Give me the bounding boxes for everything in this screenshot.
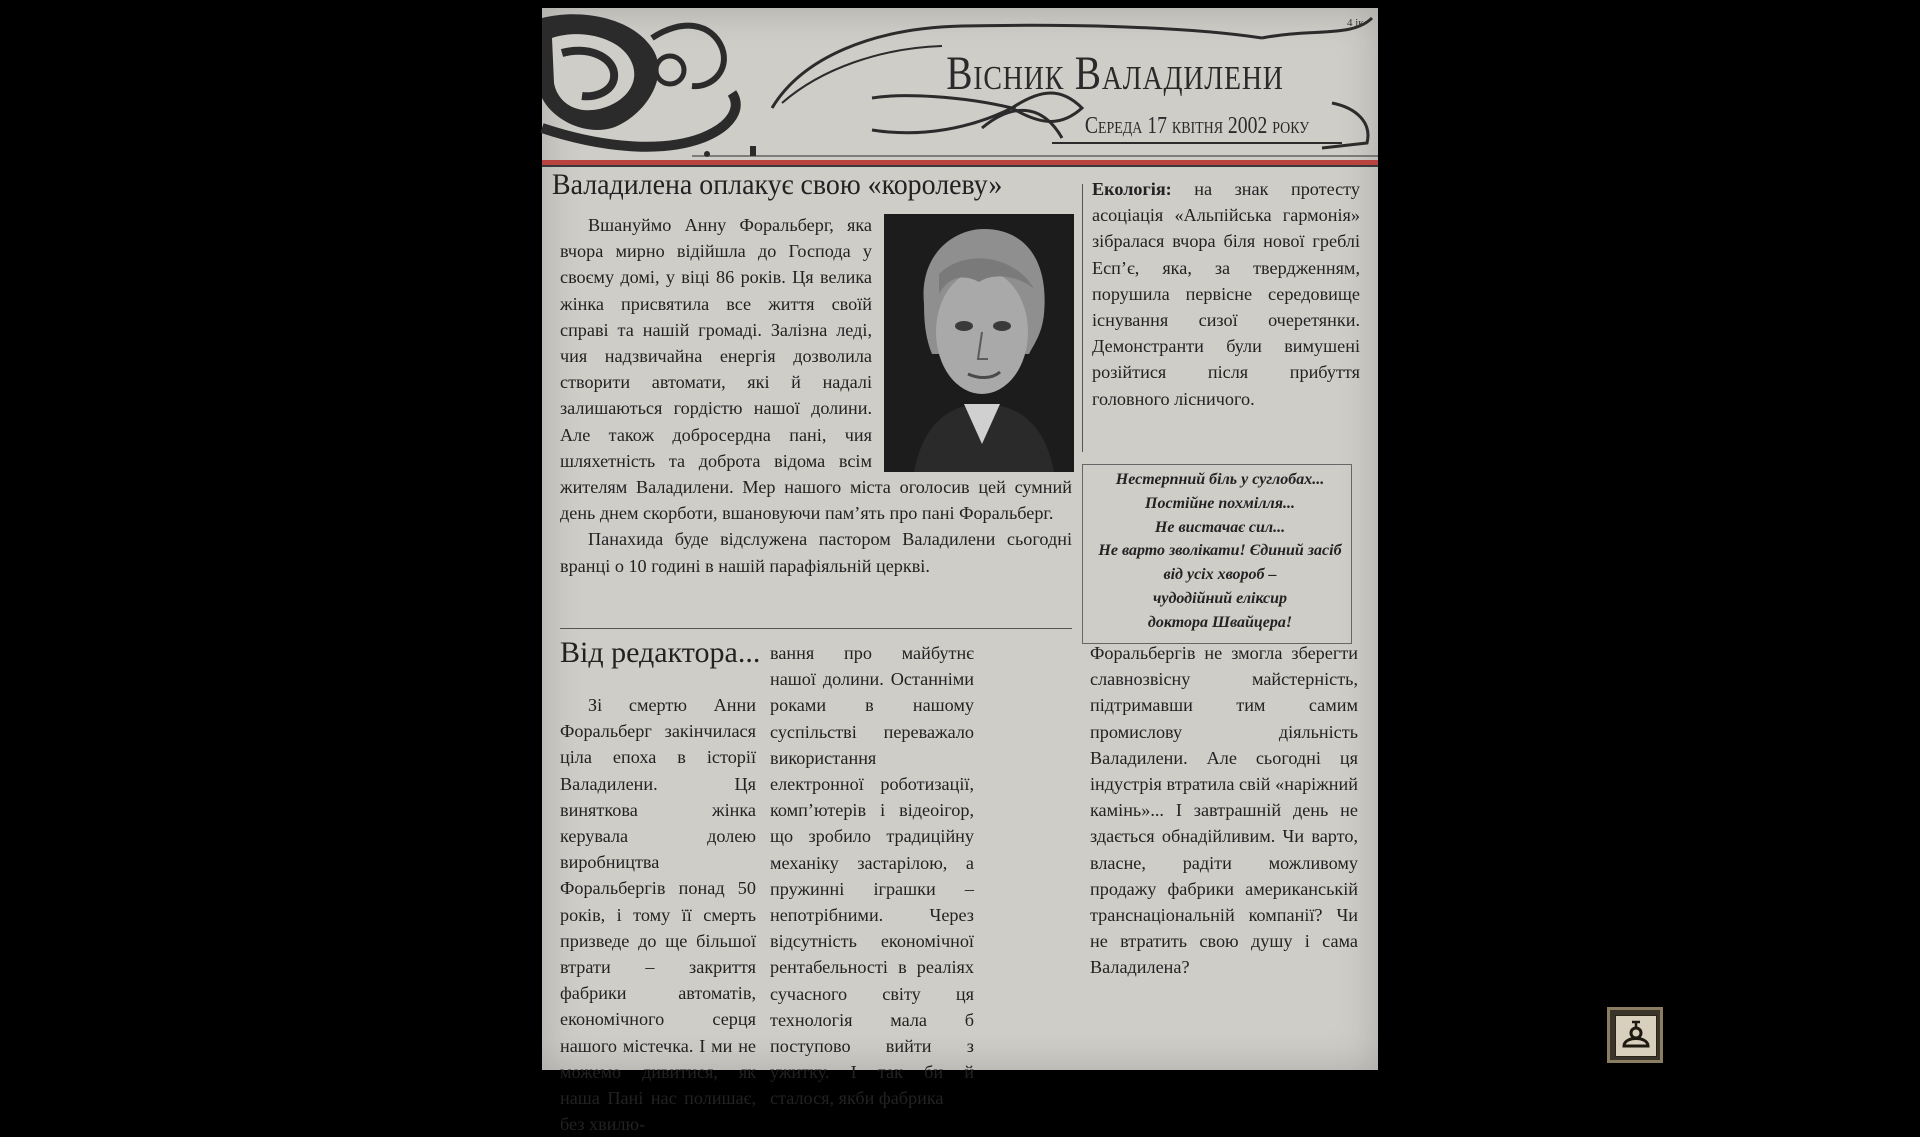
section-rule xyxy=(560,628,1072,629)
advert-line: Нестерпний біль у суглобах... xyxy=(1115,471,1325,488)
issue-mark: 4 ік xyxy=(1347,17,1364,29)
masthead xyxy=(542,8,1378,158)
masthead-dark-rule xyxy=(542,165,1378,167)
ecology-brief xyxy=(1092,176,1360,412)
main-story-paragraph-2: Панахида буде відслужена пастором Валадилени сьогодні вранці о 10 годині в нашій парафіяльній церкві. xyxy=(560,529,1072,576)
elixir-advert xyxy=(1090,468,1350,635)
advert-line: доктора Швайцера! xyxy=(1147,613,1293,631)
main-headline: Валадилена оплакує свою «королеву» xyxy=(552,168,1003,201)
ecology-text: на знак протесту асоціація «Альпійська гармонія» зібралася вчора біля нової греблі Есп’є, яка, за твердженням, порушила первісне середовище існування сизої очеретянки. Демонстранти були вимушені розійтися після прибуття головного лісничого. xyxy=(1092,179,1360,409)
newspaper-page xyxy=(542,8,1378,1135)
advert-line: Не вистачає сил... xyxy=(1154,518,1286,536)
journal-button[interactable] xyxy=(1607,1007,1663,1063)
advert-line: чудодійний еліксир xyxy=(1153,589,1287,607)
newspaper-title: Вісник Валадилени xyxy=(946,47,1284,100)
advert-line: Не варто зволікати! Єдиний засіб від усіх хвороб – xyxy=(1098,542,1342,584)
advert-line: Постійне похмілля... xyxy=(1145,494,1295,512)
editorial-column-1: Зі смертю Анни Форальберг закінчилася ціла епоха в історії Валадилени. Ця виняткова жінка керувала долею виробництва Форальбергів понад 50 років, і тому її смерть призведе до ще більшої втрати – закриття фабрики автоматів, економічного серця нашого містечка. І ми не можемо дивитися, як наша Пані нас полишає, без хвилю- xyxy=(560,695,756,1135)
journal-icon xyxy=(1615,1015,1657,1057)
ecology-label: Екологія: xyxy=(1092,179,1172,199)
editorial-column-3: Форальбергів не змогла зберегти славнозвісну майстерність, підтримавши тим самим промислову діяльність Валадилени. Але сьогодні ця індустрія втратила свій «наріжний камінь»... І завтрашній день не здається обнадійливим. Чи варто, власне, радіти можливому продажу фабрики американській транснаціональній компанії? Чи не втратить свою душу і сама Валадилена? xyxy=(1090,643,1358,978)
editorial-column-2: вання про майбутнє нашої долини. Останніми роками в нашому суспільстві переважало використання електронної роботизації, комп’ютерів і відеоігор, що зробило традиційну механіку застарілою, а пружинні іграшки – непотрібними. Через відсутність економічної рентабельності в реаліях сучасного світу ця технологія мала б поступово вийти з ужитку. І так би й сталося, якби фабрика xyxy=(770,643,974,1109)
column-divider xyxy=(1082,184,1083,452)
editorial-title: Від редактора... xyxy=(560,636,761,669)
newspaper-date: Середа 17 квітня 2002 року xyxy=(1084,113,1310,139)
main-story-paragraph-1: Вшануймо Анну Форальберг, яка вчора мирно відійшла до Господа у своєму домі, у віці 86 років. Ця велика жінка присвятила все життя своїй справі та нашій громаді. Залізна леді, чия надзвичайна енергія дозволила створити автомати, які й надалі залишаються гордістю нашої долини. Але також добросердна пані, чия шляхетність та доброта відома всім жителям Валадилени. Мер нашого міста оголосив цей сумний день днем скорботи, вшановуючи пам’ять про пані Форальберг. xyxy=(560,215,1072,524)
main-story-body xyxy=(560,212,1072,579)
